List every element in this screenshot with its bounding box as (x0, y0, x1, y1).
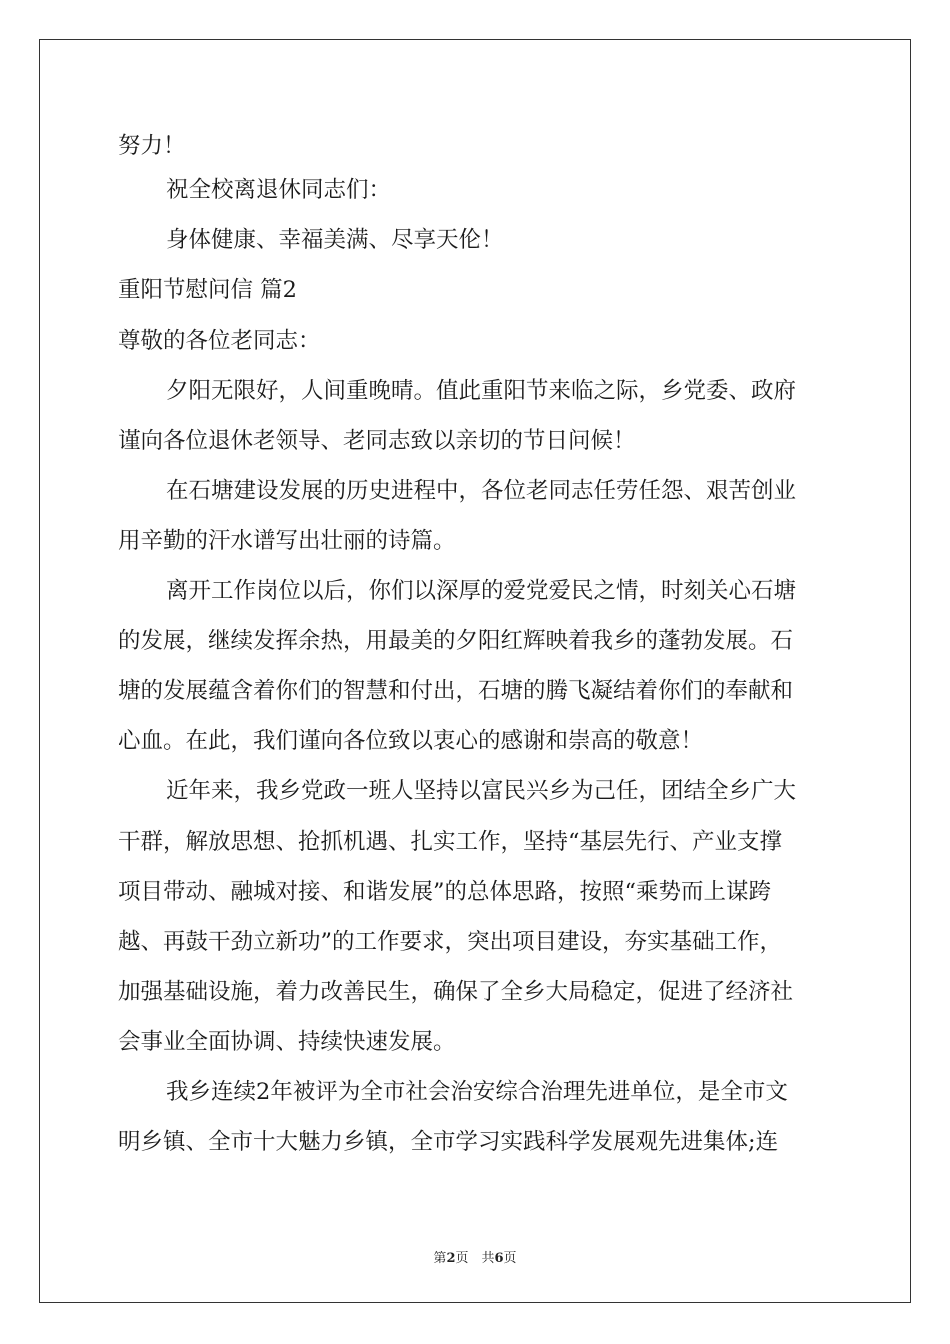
text-line: 离开工作岗位以后，你们以深厚的爱党爱民之情，时刻关心石塘 (166, 578, 797, 604)
text-line: 祝全校离退休同志们： (166, 177, 392, 203)
current-page-number: 2 (446, 1251, 456, 1266)
page-footer (0, 1247, 950, 1266)
text-line: 越、再鼓干劲立新功”的工作要求，突出项目建设，夯实基础工作， (118, 929, 783, 955)
text-line: 的发展，继续发挥余热，用最美的夕阳红辉映着我乡的蓬勃发展。石 (118, 628, 794, 654)
text-line: 近年来，我乡党政一班人坚持以富民兴乡为己任，团结全乡广大 (166, 778, 797, 804)
text-line: 加强基础设施，着力改善民生，确保了全乡大局稳定，促进了经济社 (118, 979, 794, 1005)
text-line: 身体健康、幸福美满、尽享天伦！ (166, 227, 504, 253)
text-line: 明乡镇、全市十大魅力乡镇，全市学习实践科学发展观先进集体;连 (118, 1129, 779, 1155)
footer-mid: 页 共 (455, 1251, 495, 1266)
text-line: 会事业全面协调、持续快速发展。 (118, 1029, 456, 1055)
text-line: 用辛勤的汗水谱写出壮丽的诗篇。 (118, 528, 456, 554)
text-line: 努力！ (118, 133, 186, 159)
text-line: 干群，解放思想、抢抓机遇、扎实工作，坚持“基层先行、产业支撑 (118, 829, 783, 855)
text-line: 谨向各位退休老领导、老同志致以亲切的节日问候！ (118, 428, 636, 454)
text-line: 在石塘建设发展的历史进程中，各位老同志任劳任怨、艰苦创业 (166, 478, 797, 504)
text-line: 我乡连续2年被评为全市社会治安综合治理先进单位，是全市文 (166, 1079, 788, 1105)
total-page-number: 6 (494, 1251, 504, 1266)
text-line: 塘的发展蕴含着你们的智慧和付出，石塘的腾飞凝结着你们的奉献和 (118, 678, 794, 704)
text-line: 心血。在此，我们谨向各位致以衷心的感谢和崇高的敬意！ (118, 728, 704, 754)
section-heading: 重阳节慰问信 篇2 (118, 277, 297, 303)
footer-suffix: 页 (503, 1251, 517, 1266)
text-line: 夕阳无限好，人间重晚晴。值此重阳节来临之际，乡党委、政府 (166, 378, 797, 404)
text-line: 尊敬的各位老同志： (118, 328, 321, 354)
text-line: 项目带动、融城对接、和谐发展”的总体思路，按照“乘势而上谋跨 (118, 879, 772, 905)
footer-prefix: 第 (433, 1251, 447, 1266)
